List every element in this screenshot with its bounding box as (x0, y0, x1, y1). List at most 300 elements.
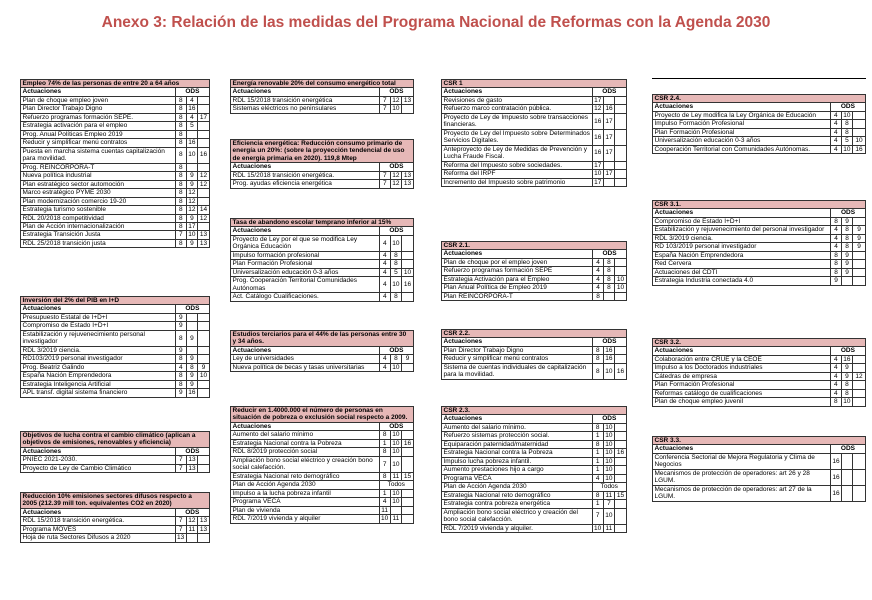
table-row (442, 284, 627, 292)
actuacion-cell: Compromiso de Estado I+D+I (653, 217, 831, 225)
table-row (653, 226, 866, 234)
actuacion-cell: Impulso a la lucha pobreza infantil (231, 489, 380, 497)
actuacion-cell: Plan de Acción Agenda 2030 (231, 481, 380, 489)
ods-cell: 4 (593, 267, 604, 275)
actuacion-cell: Ley de universidades (231, 355, 380, 363)
ods-cell: 11 (379, 506, 390, 514)
ods-cell: 5 (841, 137, 852, 145)
ods-cell: 8 (592, 423, 603, 431)
actuacion-cell: Estrategia Transición Justa (21, 231, 176, 239)
ods-cell: 8 (842, 243, 853, 251)
table-row (21, 139, 210, 147)
actuacion-cell: Prog. REINCORPORA-T (21, 163, 176, 171)
table-row (231, 456, 414, 472)
ods-cell: 10 (605, 440, 613, 448)
ods-cell: 8 (841, 381, 852, 389)
table-row (653, 398, 866, 406)
ods-header: ODS (175, 88, 209, 96)
ods-cell (402, 235, 414, 251)
ods-cell (615, 105, 627, 113)
table-row (653, 364, 866, 372)
actuaciones-header: Actuaciones (231, 163, 380, 171)
table-row (21, 517, 210, 525)
table-header-row (21, 493, 210, 509)
table-header-row (231, 219, 414, 227)
table-title: Estudios terciarios para el 44% de las personas entre 30 y 34 años. (231, 331, 414, 347)
actuacion-cell: Puesta en marcha sistema cuentas capitalización para movilidad. (21, 147, 176, 163)
table-row (231, 235, 414, 251)
table-row (231, 105, 414, 113)
table-row (21, 96, 210, 104)
table-row (21, 525, 210, 533)
actuaciones-header: Actuaciones (653, 347, 831, 355)
table-row (21, 197, 210, 205)
actuacion-cell: Conferencia Sectorial de Mejora Regulatoria y Clima de Negocios (653, 453, 831, 469)
ods-cell (615, 457, 627, 465)
ods-cell: 10 (605, 466, 613, 474)
actuacion-cell: Impulso lucha pobreza infantil. (442, 457, 593, 465)
actuacion-cell: Plan modernización comercio 19-20 (21, 197, 176, 205)
ods-cell: 16 (592, 145, 603, 161)
ods-cell: 4 (186, 113, 197, 121)
table-abandono-escolar (230, 218, 414, 302)
ods-cell (603, 178, 614, 186)
column-header-row (231, 163, 414, 171)
ods-cell: 16 (830, 485, 841, 501)
ods-cell (402, 456, 414, 472)
ods-cell: 9 (842, 217, 853, 225)
table-row (442, 105, 627, 113)
actuacion-cell: RDL 25/2018 transición justa (21, 239, 176, 247)
ods-cell: 8 (175, 113, 186, 121)
ods-cell: 4 (830, 355, 841, 363)
table-row (442, 449, 627, 457)
ods-cell: 10 (843, 398, 851, 406)
ods-cell: 8 (175, 122, 186, 130)
actuacion-cell: Estrategia Nacional contra la Pobreza (231, 439, 380, 447)
ods-cell: 4 (830, 389, 841, 397)
actuacion-cell: Plan Director Trabajo Digno (442, 346, 593, 354)
actuacion-cell: Impulso a los Doctorados industriales (653, 364, 831, 372)
table-row (21, 372, 210, 380)
table-title: CSR 2.2. (442, 330, 627, 338)
ods-header: ODS (379, 88, 413, 96)
ods-cell (402, 260, 414, 268)
ods-cell: 13 (401, 171, 413, 179)
ods-header: ODS (175, 305, 209, 313)
table-row (231, 355, 414, 363)
ods-cell: 8 (175, 96, 186, 104)
table-row (21, 105, 210, 113)
ods-cell: 17 (198, 113, 210, 121)
column-header-row (442, 250, 627, 258)
ods-cell: 7 (603, 500, 614, 508)
actuaciones-header: Actuaciones (653, 103, 831, 111)
ods-cell: 8 (175, 206, 186, 214)
table-emisiones-difusos (20, 492, 210, 543)
ods-cell (615, 129, 627, 145)
table-row (653, 389, 866, 397)
ods-cell: 16 (605, 105, 613, 113)
ods-cell (615, 440, 627, 448)
table-row (21, 389, 210, 397)
ods-cell (853, 111, 866, 119)
table-csr-2-1 (441, 241, 627, 301)
ods-cell: 4 (379, 251, 390, 259)
ods-cell: 12 (198, 180, 210, 188)
table-header-row (442, 242, 627, 250)
table-row (231, 260, 414, 268)
table-header-row (231, 80, 414, 88)
table-row (21, 330, 210, 346)
table-title: Eficiencia energética: Reducción consumo primario de energía un 20%: (sobre la proyección tendencial de uso de energía primaria en 2020). 119,8 Mtep (231, 140, 414, 163)
ods-cell: 9 (175, 313, 186, 321)
ods-cell: 13 (401, 180, 413, 188)
ods-cell: 8 (604, 275, 615, 283)
ods-cell: 11 (390, 515, 401, 523)
table-row (21, 189, 210, 197)
table-row (442, 113, 627, 129)
table-row (21, 363, 210, 371)
table-row (653, 268, 866, 276)
ods-cell: 7 (175, 517, 186, 525)
actuacion-cell: Estrategia activación para el empleo (21, 122, 176, 130)
ods-cell: 10 (605, 423, 613, 431)
page-title: Anexo 3: Relación de las medidas del Programa Nacional de Reformas con la Agenda 2030 (101, 14, 771, 31)
ods-cell (853, 364, 866, 372)
actuacion-cell: Refuerzo programas formación SEPE (442, 267, 593, 275)
ods-cell: 17 (188, 222, 196, 230)
actuacion-cell: Estabilización y rejuvenecimiento del personal investigador (653, 226, 831, 234)
ods-cell (402, 431, 414, 439)
table-row (231, 251, 414, 259)
table-row (442, 432, 627, 440)
table-row (442, 483, 627, 491)
ods-cell: 13 (198, 525, 210, 533)
column-header-row (442, 415, 627, 423)
actuaciones-header: Actuaciones (21, 447, 176, 455)
ods-cell: 9 (842, 251, 853, 259)
ods-cell: 8 (831, 268, 842, 276)
ods-cell: 16 (188, 139, 196, 147)
table-row (231, 506, 414, 514)
actuacion-cell: Prog. Beatriz Galindo (21, 363, 176, 371)
ods-cell: 5 (186, 122, 197, 130)
ods-header: ODS (830, 347, 865, 355)
ods-cell: 17 (594, 178, 602, 186)
ods-cell: 7 (175, 231, 186, 239)
ods-header: ODS (379, 163, 413, 171)
table-row (21, 464, 210, 472)
table-row (21, 163, 210, 171)
ods-cell: 7 (379, 96, 390, 104)
ods-cell (842, 469, 853, 485)
ods-cell: 16 (605, 355, 613, 363)
ods-cell: 8 (830, 398, 841, 406)
table-row (21, 322, 210, 330)
table-row (442, 491, 627, 499)
table-csr-2-4 (652, 94, 866, 154)
column-header-row (653, 103, 866, 111)
column-header-row (231, 88, 414, 96)
actuacion-cell: RD103/2019 personal investigador (21, 355, 176, 363)
ods-cell: 14 (198, 206, 210, 214)
ods-cell: 8 (831, 217, 842, 225)
ods-cell (198, 322, 210, 330)
actuacion-cell: RDL 15/2018 transición energética (231, 96, 380, 104)
table-header-row (231, 140, 414, 163)
ods-cell (198, 464, 210, 472)
ods-cell: 10 (594, 524, 602, 532)
ods-cell (198, 380, 210, 388)
ods-cell (603, 96, 614, 104)
ods-cell: 1 (592, 449, 603, 457)
ods-header: ODS (593, 250, 627, 258)
ods-cell (853, 355, 866, 363)
actuacion-cell: Plan de Acción internacionalización (21, 222, 176, 230)
ods-cell: 11 (603, 524, 614, 532)
ods-cell: 8 (842, 234, 853, 242)
ods-cell: 11 (186, 525, 197, 533)
ods-cell (614, 346, 626, 354)
ods-cell: 4 (175, 363, 186, 371)
ods-header: ODS (379, 422, 413, 430)
actuacion-cell: Plan de choque empleo juvenil (653, 398, 831, 406)
table-header-row (442, 80, 627, 88)
ods-cell (853, 398, 866, 406)
ods-cell: 4 (593, 258, 604, 266)
ods-cell: 7 (175, 464, 186, 472)
table-title: Inversión del 2% del PIB en I+D (21, 297, 210, 305)
ods-cell: 10 (390, 456, 401, 472)
table-cambio-climatico (20, 431, 210, 473)
ods-cell: 4 (830, 120, 841, 128)
ods-header: ODS (175, 447, 209, 455)
ods-cell: 7 (379, 180, 390, 188)
table-row (442, 508, 627, 524)
table-row (442, 423, 627, 431)
table-row (21, 122, 210, 130)
column-header-row (21, 305, 210, 313)
table-row (231, 489, 414, 497)
actuacion-cell: RDL 20/2018 competitividad (21, 214, 176, 222)
column-header-row (21, 508, 210, 516)
ods-cell: 13 (198, 239, 210, 247)
ods-cell: 4 (379, 235, 390, 251)
ods-cell (402, 498, 414, 506)
actuacion-cell: Reformas catálogo de cualificaciones (653, 389, 831, 397)
ods-cell: 8 (175, 105, 186, 113)
ods-cell: 10 (843, 111, 851, 119)
actuacion-cell: Plan Anual Política de Empleo 2019 (442, 284, 593, 292)
ods-cell: 16 (605, 346, 613, 354)
ods-cell: Todos (379, 481, 413, 489)
ods-cell: 7 (175, 456, 186, 464)
ods-cell (390, 506, 401, 514)
actuacion-cell: Proyecto de Ley modifica la Ley Orgánica de Educación (653, 111, 831, 119)
ods-cell (853, 469, 866, 485)
ods-cell: 4 (830, 372, 841, 380)
ods-cell: 8 (175, 189, 186, 197)
ods-cell: 9 (186, 355, 197, 363)
table-header-row (653, 437, 866, 445)
table-row (231, 293, 414, 301)
actuacion-cell: Refuerzo marco contratación pública. (442, 105, 593, 113)
column-header-row (653, 445, 866, 453)
ods-cell: 10 (614, 284, 626, 292)
ods-cell (842, 277, 853, 285)
actuacion-cell: Sistemas eléctricos no peninsulares (231, 105, 380, 113)
ods-cell: 9 (853, 234, 866, 242)
ods-cell: 8 (390, 293, 401, 301)
ods-header: ODS (379, 227, 413, 235)
ods-cell (614, 292, 626, 300)
table-header-row (231, 331, 414, 347)
actuacion-cell: APL transf. digital sistema financiero (21, 389, 176, 397)
ods-cell: 4 (830, 128, 841, 136)
table-header-row (231, 407, 414, 423)
ods-cell: 8 (604, 258, 615, 266)
ods-cell: 4 (593, 284, 604, 292)
ods-cell: 1 (379, 489, 390, 497)
ods-cell (198, 313, 210, 321)
actuacion-cell: España Nación Emprendedora (653, 251, 831, 259)
ods-cell: 16 (853, 145, 866, 153)
ods-cell: 4 (379, 277, 390, 293)
table-row (442, 440, 627, 448)
ods-cell: 10 (603, 363, 614, 379)
actuaciones-header: Actuaciones (442, 88, 593, 96)
table-row (21, 214, 210, 222)
actuaciones-header: Actuaciones (442, 415, 593, 423)
table-row (653, 234, 866, 242)
ods-cell: 13 (198, 231, 210, 239)
table-title: CSR 1 (442, 80, 627, 88)
actuacion-cell: Equiparación paternidad/maternidad (442, 440, 593, 448)
ods-cell (198, 346, 210, 354)
ods-cell: 8 (390, 251, 401, 259)
ods-cell: 1 (592, 457, 603, 465)
ods-cell: 16 (614, 363, 626, 379)
table-energia-renovable (230, 79, 414, 114)
ods-cell (198, 355, 210, 363)
table-row (442, 355, 627, 363)
table-row (21, 534, 210, 542)
ods-cell: 8 (841, 389, 852, 397)
table-row (653, 243, 866, 251)
ods-cell: 8 (175, 147, 186, 163)
ods-cell: 8 (175, 139, 186, 147)
actuacion-cell: Plan REINCORPORA-T (442, 292, 593, 300)
ods-cell: 9 (186, 172, 197, 180)
ods-cell (198, 330, 210, 346)
actuacion-cell: Estrategia contra pobreza energética (442, 500, 593, 508)
table-header-row (21, 432, 210, 448)
ods-cell: 4 (379, 498, 390, 506)
actuacion-cell: Universalización educación 0-3 años (653, 137, 831, 145)
actuacion-cell: Act. Catálogo Cualificaciones. (231, 293, 380, 301)
ods-cell: 1 (592, 466, 603, 474)
column-header-row (21, 447, 210, 455)
ods-cell: 10 (392, 363, 400, 371)
ods-cell: 8 (379, 472, 390, 480)
ods-cell: 16 (830, 469, 841, 485)
table-row (653, 372, 866, 380)
table-row (231, 472, 414, 480)
table-row (442, 292, 627, 300)
actuacion-cell: Ampliación bono social eléctrico y creación bono social calefacción. (231, 456, 380, 472)
ods-cell: 10 (392, 439, 400, 447)
ods-cell: 11 (390, 472, 401, 480)
ods-header: ODS (379, 346, 413, 354)
actuacion-cell: Estrategia turismo sostenible (21, 206, 176, 214)
ods-cell: 4 (379, 260, 390, 268)
ods-cell: 16 (188, 105, 196, 113)
table-row (653, 251, 866, 259)
actuacion-cell: Aumento prestaciones hijo a cargo (442, 466, 593, 474)
ods-cell (186, 163, 197, 171)
ods-cell: 10 (392, 431, 400, 439)
ods-cell: 9 (186, 330, 197, 346)
actuacion-cell: Red Cervera (653, 260, 831, 268)
ods-cell (614, 258, 626, 266)
ods-cell: 4 (379, 355, 390, 363)
table-row (653, 217, 866, 225)
table-row (231, 498, 414, 506)
ods-cell: 9 (841, 372, 852, 380)
ods-header: ODS (830, 445, 865, 453)
table-row (442, 474, 627, 482)
table-row (653, 120, 866, 128)
ods-cell: 7 (379, 105, 390, 113)
table-row (21, 313, 210, 321)
actuacion-cell: Plan Formación Profesional (653, 381, 831, 389)
ods-cell: 8 (604, 267, 615, 275)
actuacion-cell: Aumento del salario mínimo (231, 431, 380, 439)
actuacion-cell: Reducir y simplificar menú contratos (21, 139, 176, 147)
ods-header: ODS (592, 88, 626, 96)
ods-cell: 17 (603, 129, 614, 145)
table-row (21, 231, 210, 239)
table-row (653, 485, 866, 501)
ods-cell: 9 (831, 277, 842, 285)
ods-cell (402, 293, 414, 301)
ods-cell: 8 (175, 380, 186, 388)
table-row (21, 346, 210, 354)
ods-cell: 9 (842, 260, 853, 268)
ods-cell: 8 (831, 260, 842, 268)
actuacion-cell: Refuerzo programas formación SEPE. (21, 113, 176, 121)
ods-cell (615, 500, 627, 508)
table-row (21, 147, 210, 163)
table-header-row (442, 407, 627, 415)
table-pobreza (230, 406, 414, 524)
actuacion-cell: RDL 15/2018 transición energética. (231, 171, 380, 179)
table-title: CSR 2.4. (653, 95, 866, 103)
ods-cell: 12 (392, 180, 400, 188)
ods-cell (615, 432, 627, 440)
ods-cell: 8 (842, 226, 853, 234)
actuacion-cell: Prog. Anual Políticas Empleo 2019 (21, 130, 176, 138)
ods-cell: 4 (379, 268, 390, 276)
actuacion-cell: Estrategia Nacional contra la Pobreza (442, 449, 593, 457)
ods-cell: 9 (842, 268, 853, 276)
table-row (442, 457, 627, 465)
ods-cell: 16 (592, 129, 603, 145)
ods-cell: 9 (186, 180, 197, 188)
table-row (442, 145, 627, 161)
ods-cell: 7 (379, 456, 390, 472)
